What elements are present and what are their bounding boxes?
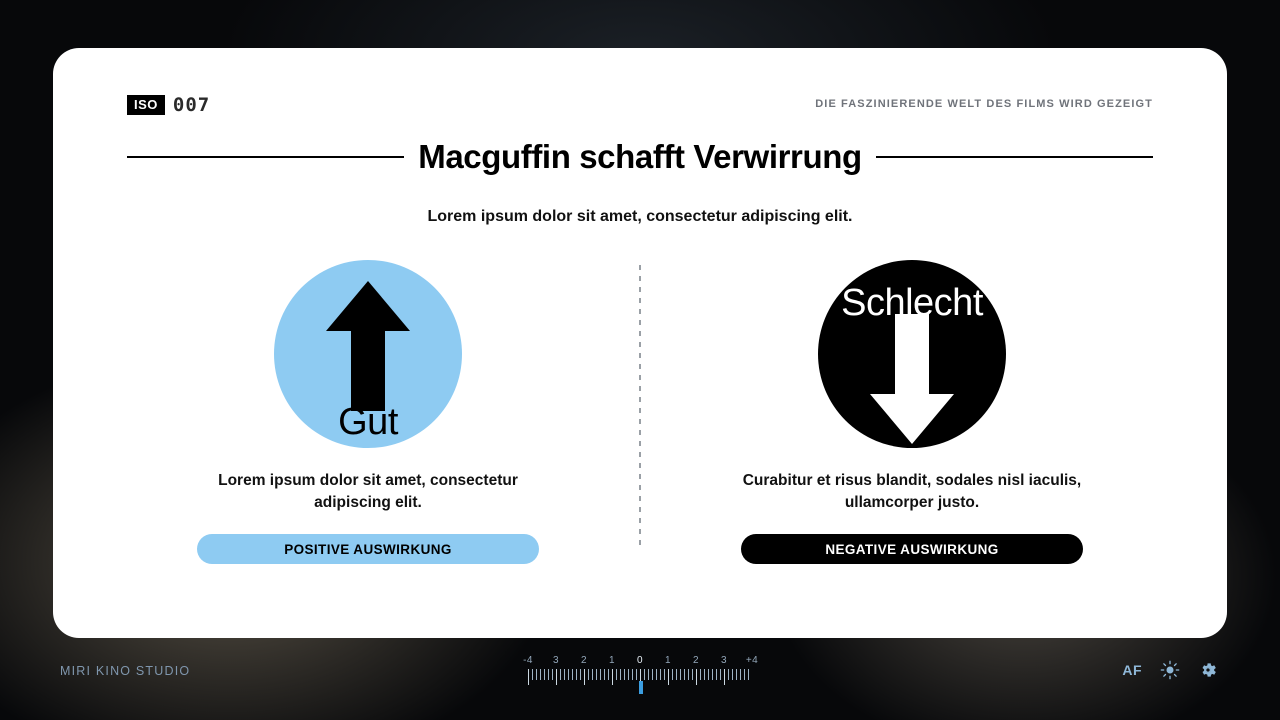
camera-controls <box>1122 660 1218 680</box>
exposure-meter[interactable] <box>0 655 1280 685</box>
exposure-tick-p1: 1 <box>665 655 671 666</box>
iso-value: 007 <box>172 94 211 116</box>
page-subtitle: Lorem ipsum dolor sit amet, consectetur adipiscing elit. <box>427 208 853 225</box>
exposure-tick-3: 3 <box>553 655 559 666</box>
exposure-tick-0: 0 <box>637 655 643 666</box>
autofocus-button[interactable]: AF <box>1122 662 1142 678</box>
title-rule-right <box>876 156 1153 158</box>
positive-circle <box>274 260 462 448</box>
exposure-tick-1: 1 <box>609 655 615 666</box>
column-divider <box>639 265 641 550</box>
positive-impact-badge[interactable]: POSITIVE AUSWIRKUNG <box>197 534 539 564</box>
exposure-scale-labels <box>514 655 766 666</box>
exposure-ruler[interactable] <box>528 669 752 685</box>
exposure-tick-2: 2 <box>581 655 587 666</box>
page-title: Macguffin schafft Verwirrung <box>418 138 862 175</box>
title-row <box>127 138 1153 176</box>
positive-description: Lorem ipsum dolor sit amet, consectetur adipiscing elit. <box>218 472 518 511</box>
exposure-tick-p4: +4 <box>745 655 759 666</box>
exposure-tick-p2: 2 <box>693 655 699 666</box>
gear-icon[interactable] <box>1198 660 1218 680</box>
positive-circle-label: Gut <box>338 401 398 443</box>
negative-impact-badge[interactable]: NEGATIVE AUSWIRKUNG <box>741 534 1083 564</box>
column-positive <box>133 260 603 564</box>
studio-brand: MIRI KINO STUDIO <box>60 664 191 678</box>
negative-circle <box>818 260 1006 448</box>
comparison-columns <box>113 260 1167 564</box>
exposure-marker[interactable] <box>639 681 643 694</box>
slide-card <box>53 48 1227 638</box>
title-rule-left <box>127 156 404 158</box>
header-tagline: DIE FASZINIERENDE WELT DES FILMS WIRD GEZEIGT <box>815 98 1153 110</box>
brightness-icon[interactable] <box>1160 660 1180 680</box>
exposure-tick-p3: 3 <box>721 655 727 666</box>
negative-description: Curabitur et risus blandit, sodales nisl iaculis, ullamcorper justo. <box>742 472 1082 511</box>
negative-circle-label: Schlecht <box>841 282 983 324</box>
iso-badge <box>127 94 210 116</box>
column-negative <box>677 260 1147 564</box>
iso-label: ISO <box>127 95 165 115</box>
exposure-tick--4: -4 <box>523 655 533 666</box>
